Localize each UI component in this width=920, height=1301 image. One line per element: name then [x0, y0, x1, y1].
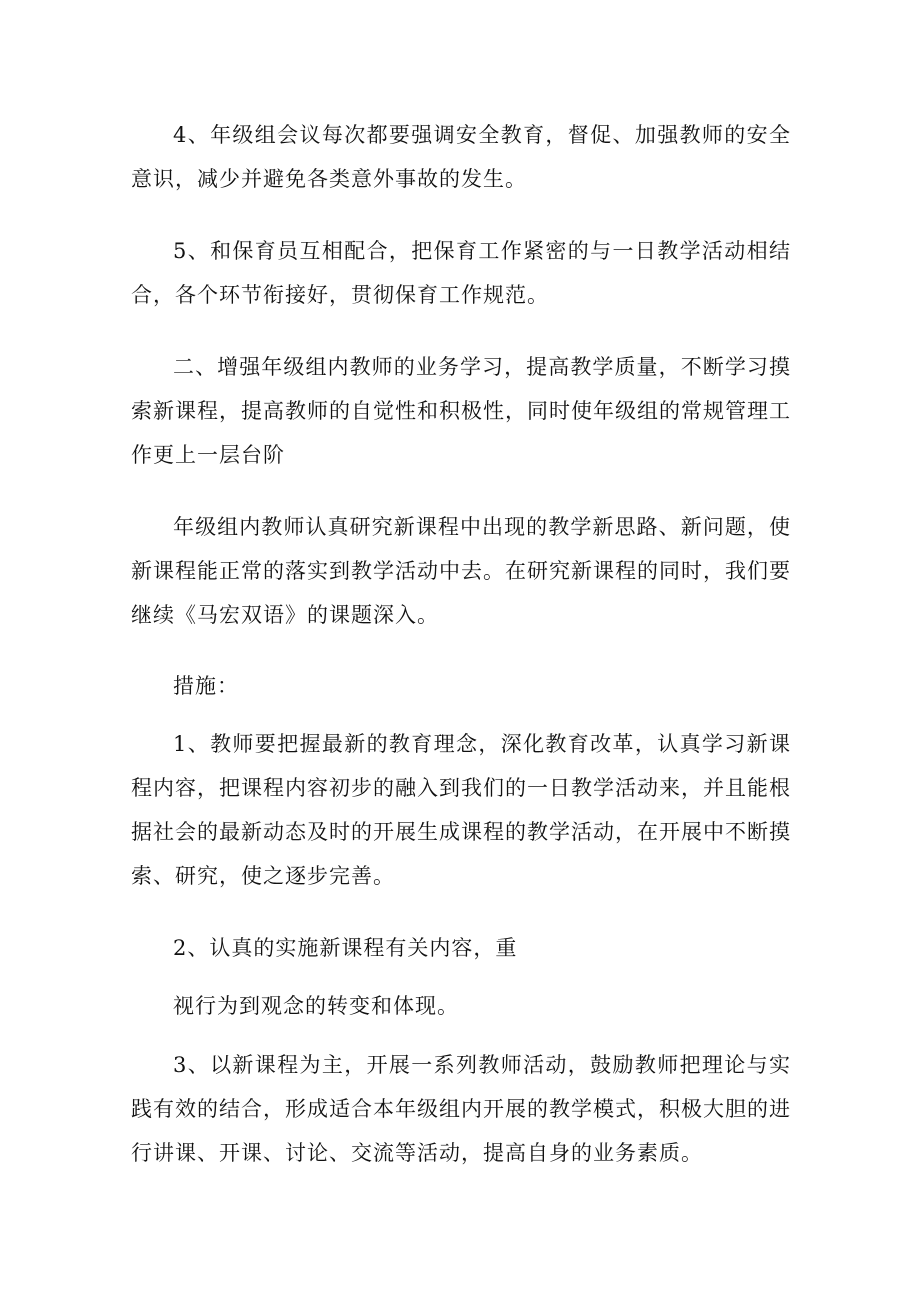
- paragraph-measures-label: 措施：: [173, 674, 239, 698]
- paragraph-section-two-heading: 二、增强年级组内教师的业务学习，提高教学质量，不断学习摸索新课程，提高教师的自觉性和积极性，同时使年级组的常规管理工作更上一层台阶: [131, 355, 791, 467]
- paragraph-new-curriculum-research: 年级组内教师认真研究新课程中出现的教学新思路、新问题，使新课程能正常的落实到教学活动中去。在研究新课程的同时，我们要继续《马宏双语》的课题深入。: [131, 515, 791, 627]
- paragraph-measure-two-continued: 视行为到观念的转变和体现。: [173, 994, 459, 1018]
- paragraph-safety-education: 4、年级组会议每次都要强调安全教育，督促、加强教师的安全意识，减少并避免各类意外事故的发生。: [131, 123, 791, 191]
- paragraph-measure-two: 2、认真的实施新课程有关内容，重: [173, 936, 518, 960]
- paragraph-childcare-cooperation: 5、和保育员互相配合，把保育工作紧密的与一日教学活动相结合，各个环节衔接好，贯彻保育工作规范。: [131, 239, 791, 307]
- paragraph-measure-one: 1、教师要把握最新的教育理念，深化教育改革，认真学习新课程内容，把课程内容初步的融入到我们的一日教学活动来，并且能根据社会的最新动态及时的开展生成课程的教学活动，在开展中不断摸索、研究，使之逐步完善。: [131, 732, 791, 888]
- paragraph-measure-three: 3、以新课程为主，开展一系列教师活动，鼓励教师把理论与实践有效的结合，形成适合本年级组内开展的教学模式，积极大胆的进行讲课、开课、讨论、交流等活动，提高自身的业务素质。: [131, 1053, 791, 1165]
